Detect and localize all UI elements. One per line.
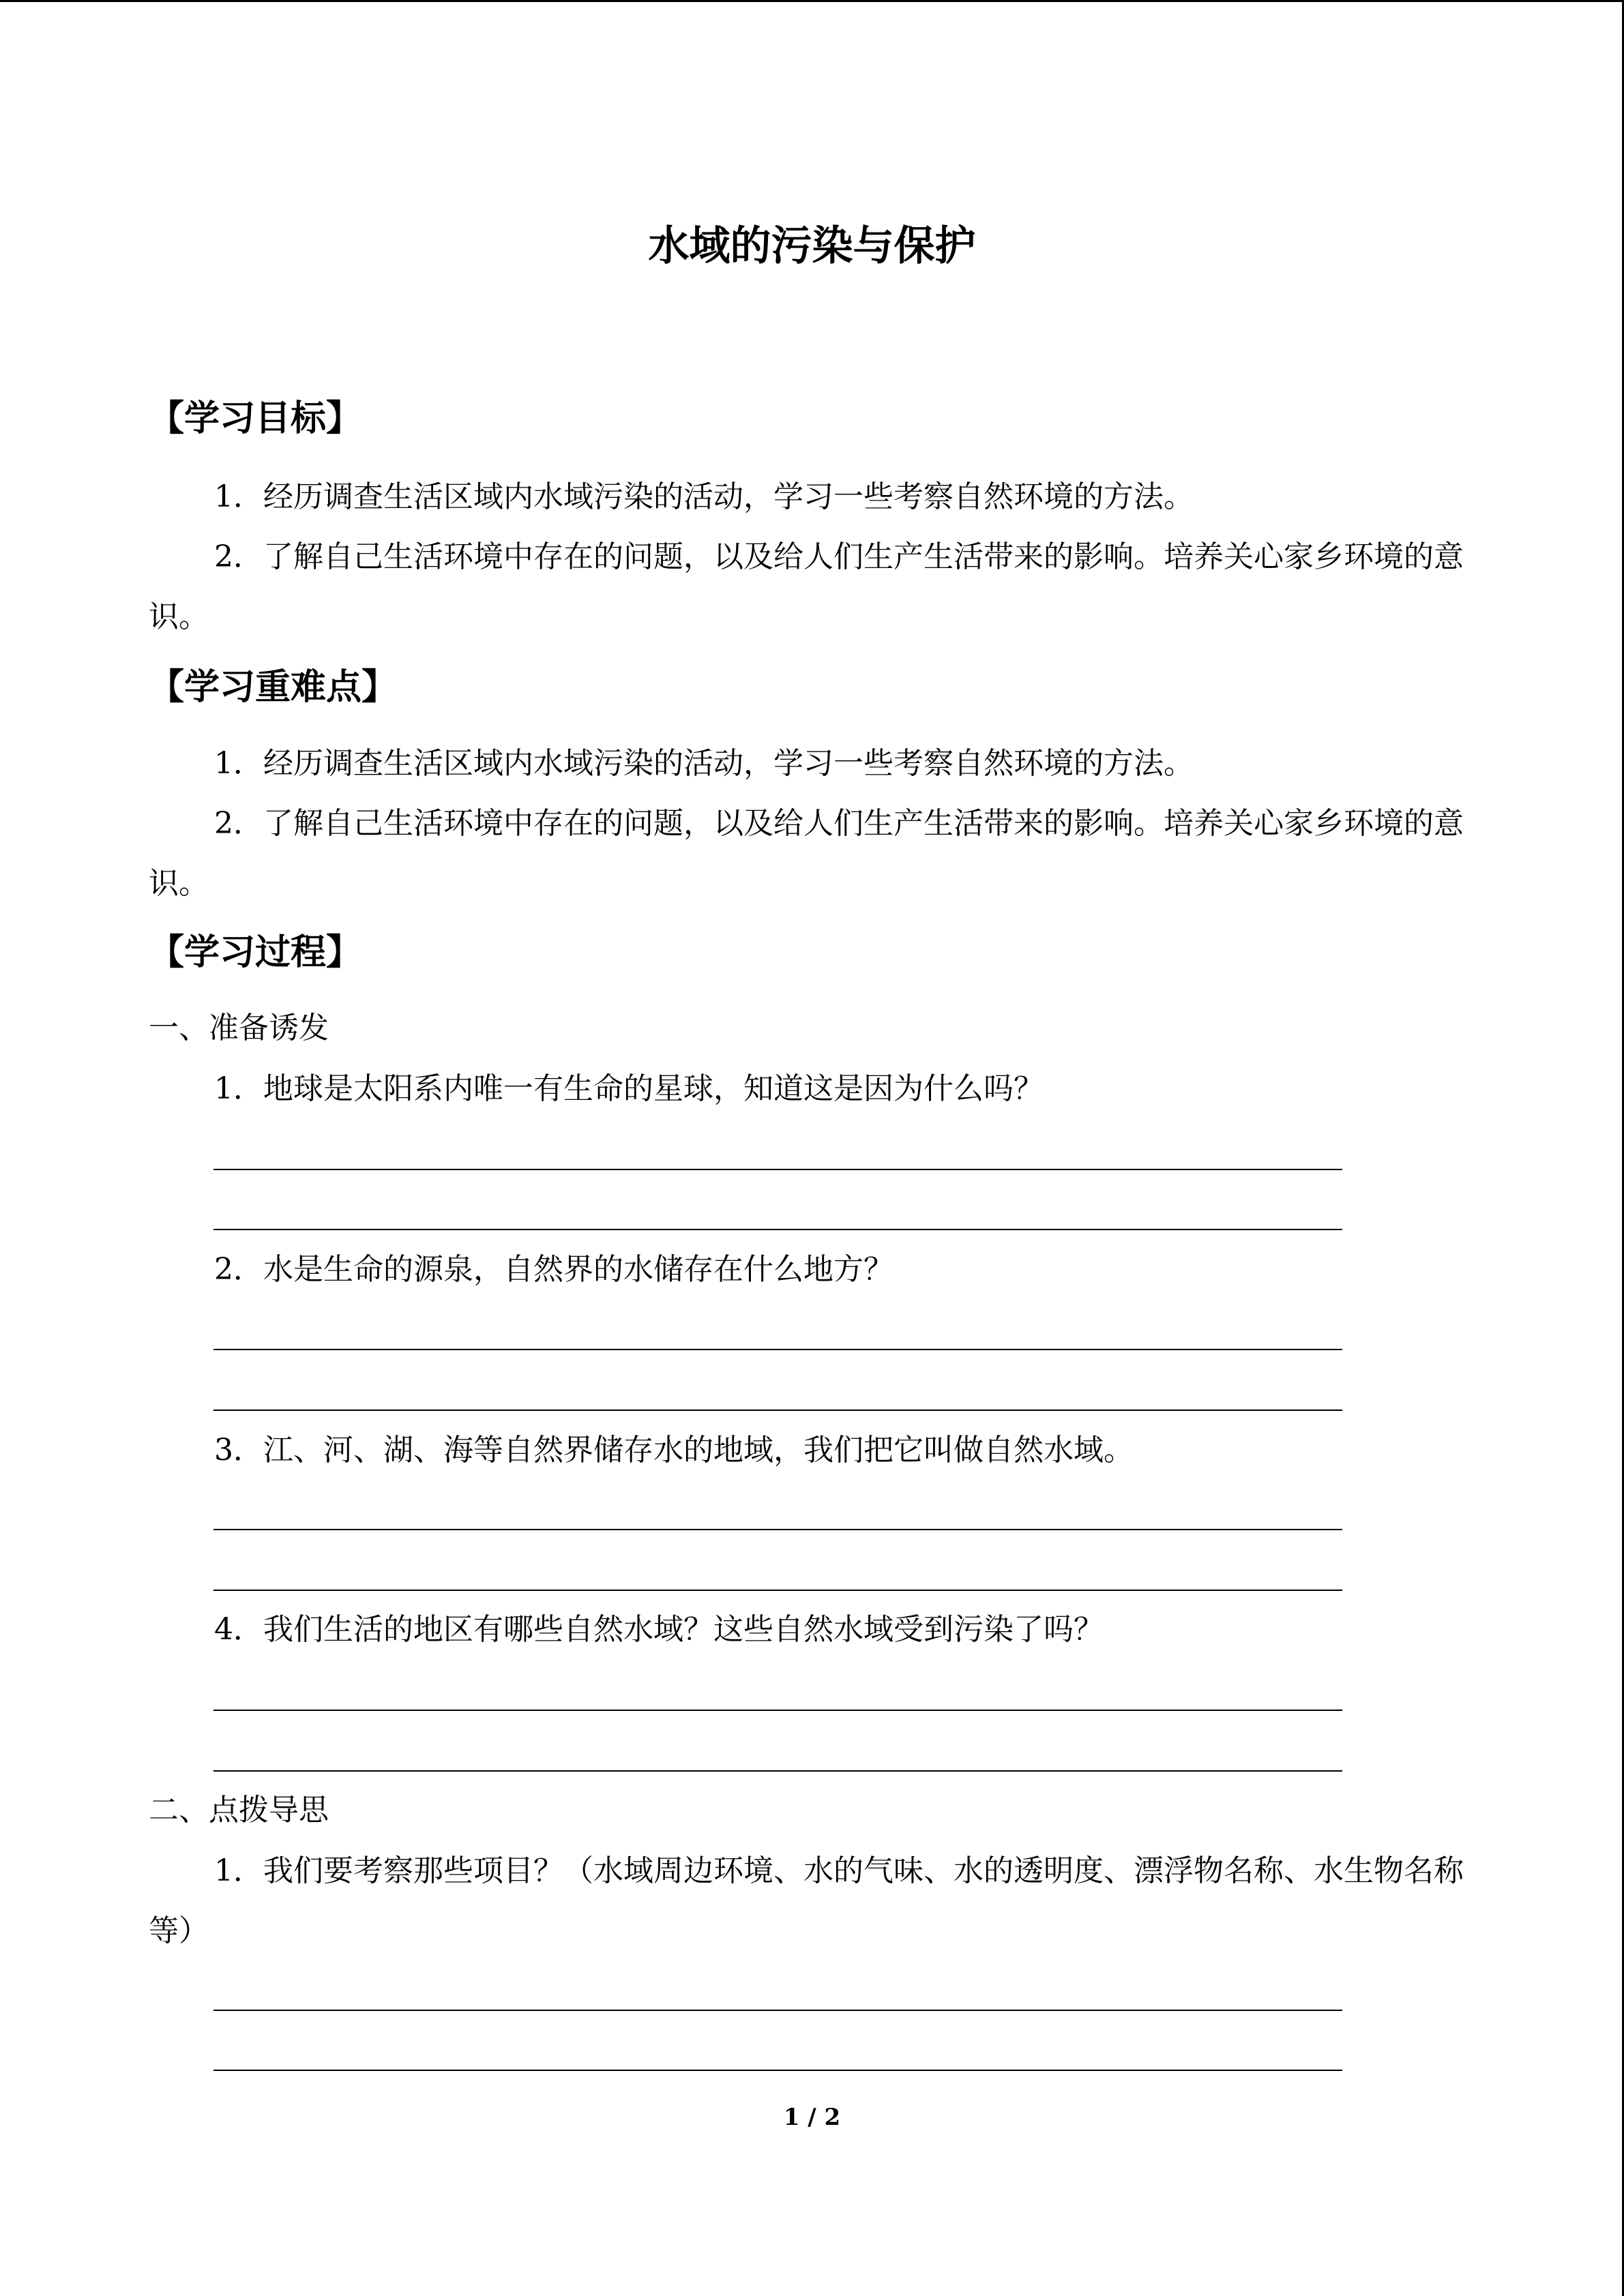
section-heading-goals: 【学习目标】 [149,398,362,439]
part1-question-2: 2．水是生命的源泉，自然界的水储存在什么地方？ [214,1252,894,1287]
answer-line[interactable] [213,1349,1342,1350]
answer-line[interactable] [213,1169,1342,1170]
answer-line[interactable] [213,1529,1342,1530]
answer-line[interactable] [213,1410,1342,1411]
section-heading-process: 【学习过程】 [149,932,362,973]
page-number: 1 / 2 [783,2104,841,2131]
part1-heading: 一、准备诱发 [149,1011,329,1045]
key-point-item-1: 1．经历调查生活区域内水域污染的活动，学习一些考察自然环境的方法。 [214,746,1194,781]
part1-question-4: 4．我们生活的地区有哪些自然水域？这些自然水域受到污染了吗？ [214,1612,1104,1647]
part2-heading: 二、点拨导思 [149,1793,329,1828]
answer-line[interactable] [213,1590,1342,1591]
part1-question-3: 3．江、河、湖、海等自然界储存水的地域，我们把它叫做自然水域。 [214,1433,1134,1467]
key-point-item-2: 2．了解自己生活环境中存在的问题，以及给人们生产生活带来的影响。培养关心家乡环境的意识。 [149,806,1464,901]
answer-line[interactable] [213,1229,1342,1230]
answer-line[interactable] [213,2070,1342,2071]
part2-question-1: 1．我们要考察那些项目？（水域周边环境、水的气味、水的透明度、漂浮物名称、水生物名称等） [149,1853,1464,1948]
goal-item-2: 2．了解自己生活环境中存在的问题，以及给人们生产生活带来的影响。培养关心家乡环境的意识。 [149,539,1464,634]
goal-item-1: 1．经历调查生活区域内水域污染的活动，学习一些考察自然环境的方法。 [214,479,1194,514]
answer-line[interactable] [213,1770,1342,1772]
part1-question-1: 1．地球是太阳系内唯一有生命的星球，知道这是因为什么吗？ [214,1071,1044,1106]
section-heading-key-points: 【学习重难点】 [149,667,398,708]
answer-line[interactable] [213,2010,1342,2011]
answer-line[interactable] [213,1710,1342,1711]
document-title: 水域的污染与保护 [648,222,976,270]
